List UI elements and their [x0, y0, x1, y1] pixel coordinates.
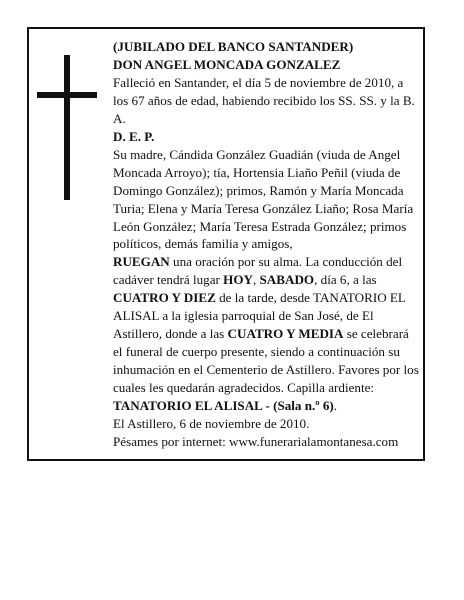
chapel-location: TANATORIO EL ALISAL - (Sala n.º 6) [113, 398, 334, 414]
dep-line: D. E. P. [113, 128, 155, 144]
cross-vertical-bar [64, 55, 70, 200]
departure-time: CUATRO Y DIEZ [113, 290, 216, 306]
funeral-text-3: , día 6, a las [314, 272, 377, 288]
funeral-text-6: . [333, 398, 338, 414]
service-time: CUATRO Y MEDIA [227, 326, 344, 342]
obituary-text [113, 38, 419, 451]
funeral-text-5: se celebrará el funeral de cuerpo presente, siendo a continuación su inhumación en el Cementerio de Astillero. Favores por los cuales les quedarán agradecidos. Capilla ardiente: [113, 326, 419, 396]
notice-header: (JUBILADO DEL BANCO SANTANDER) [113, 39, 354, 54]
hoy-word: HOY [223, 272, 253, 288]
cross-icon [37, 55, 97, 200]
funeral-text-4: de la tarde, desde TANATORIO EL ALISAL a la iglesia parroquial de San José, de El Astillero, donde a las [113, 290, 406, 342]
family-list: Su madre, Cándida González Guadián (viuda de Angel Moncada Arroyo); tía, Hortensia Liaño Peñil (viuda de Domingo González); primos, Ramón y María Moncada Turia; Elena y María Teresa González Liaño; Rosa María León González; María Teresa Estrada González; primos políticos, demás familia y amigos, [113, 146, 414, 252]
place-date: El Astillero, 6 de noviembre de 2010. [113, 416, 310, 432]
ruegan-word: RUEGAN [113, 254, 170, 270]
cross-horizontal-bar [37, 92, 97, 98]
funeral-details [113, 253, 419, 415]
funeral-text-2: , [252, 272, 260, 288]
death-details: Falleció en Santander, el día 5 de noviembre de 2010, a los 67 años de edad, habiendo recibido los SS. SS. y la B. A. [113, 74, 415, 126]
deceased-name: DON ANGEL MONCADA GONZALEZ [113, 56, 341, 72]
condolences-line: Pésames por internet: www.funerarialamontanesa.com [113, 433, 399, 449]
funeral-text-1: una oración por su alma. La conducción del cadáver tendrá lugar [113, 254, 403, 288]
sabado-word: SABADO [259, 272, 315, 288]
